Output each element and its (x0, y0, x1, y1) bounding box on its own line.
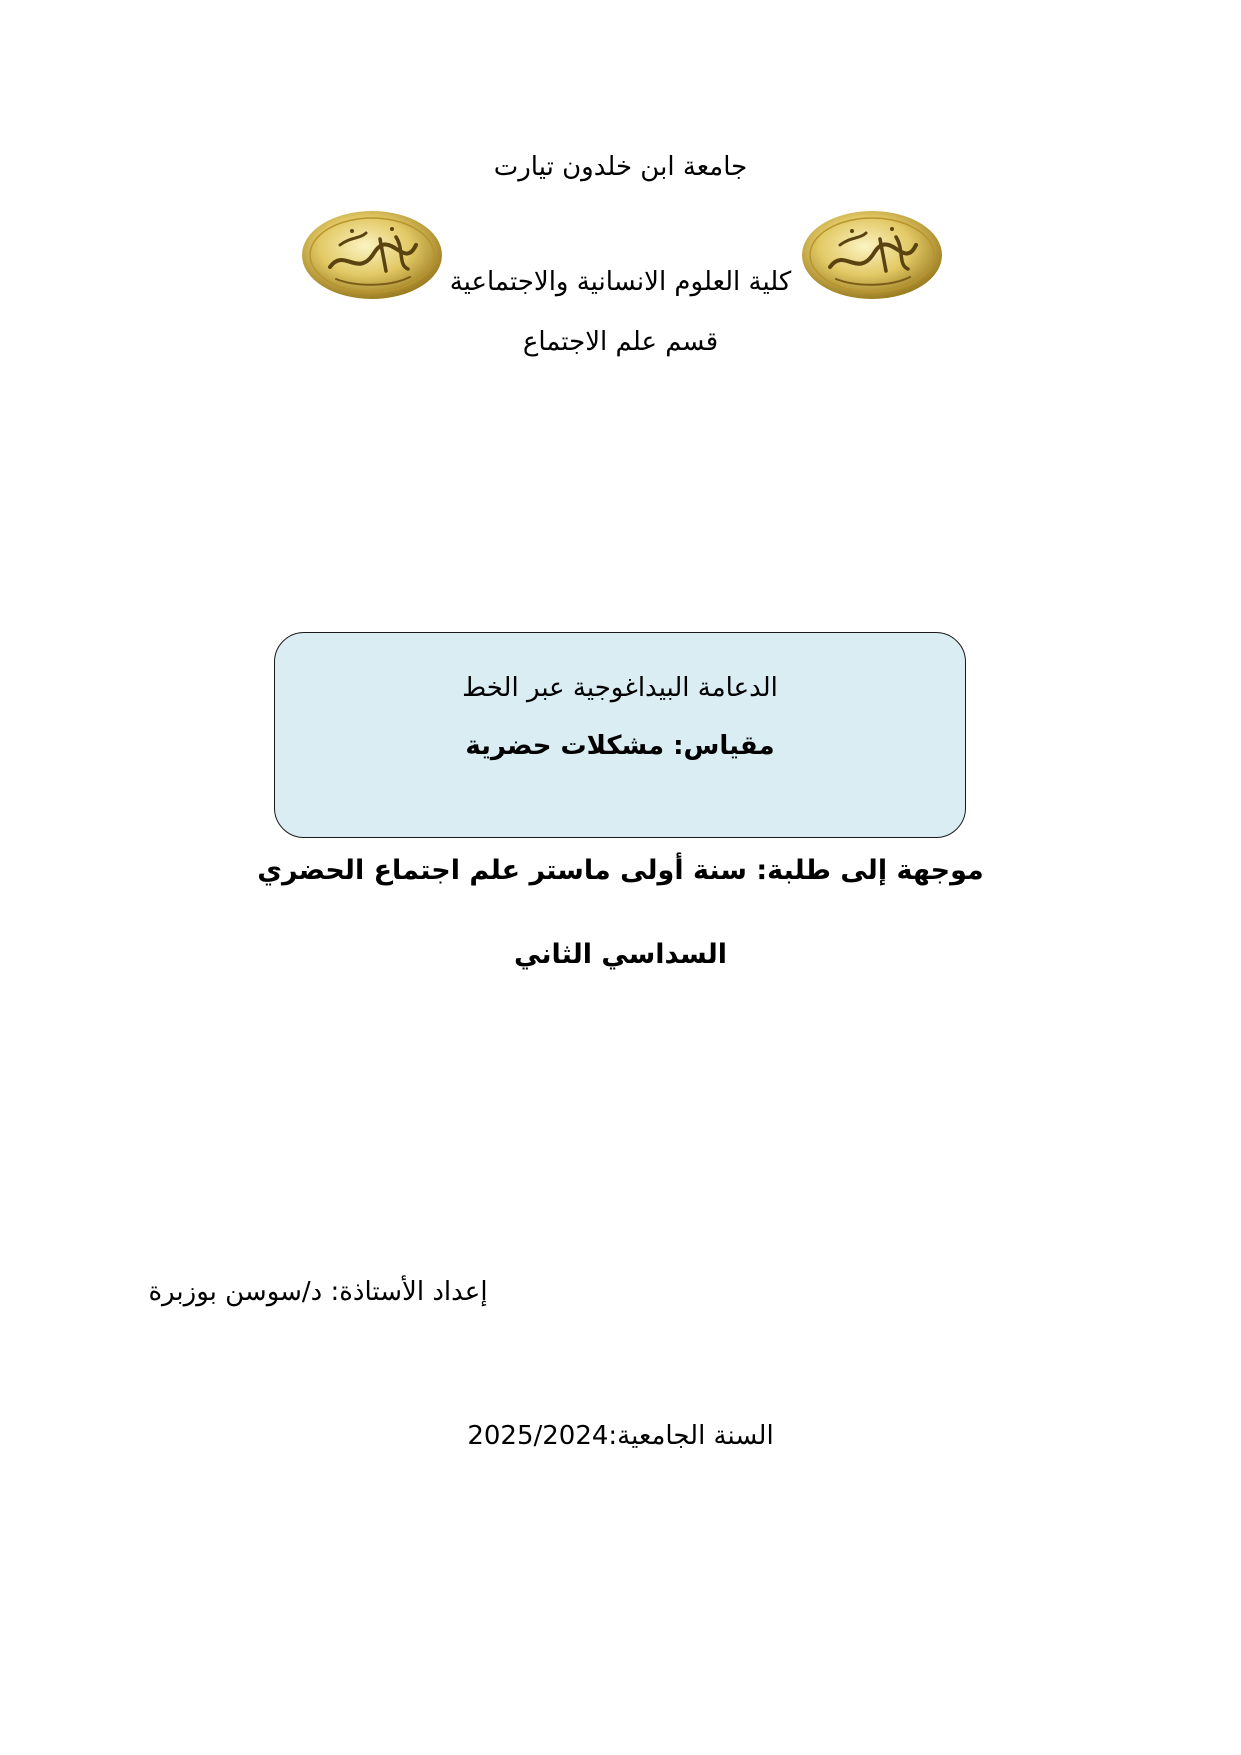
title-box (274, 632, 966, 838)
academic-year: السنة الجامعية:2025/2024 (467, 1421, 774, 1451)
department-name: قسم علم الاجتماع (522, 327, 719, 357)
faculty-name: كلية العلوم الانسانية والاجتماعية (449, 267, 792, 297)
course-name: مقياس: مشكلات حضرية (465, 731, 775, 761)
document-title: الدعامة البيداغوجية عبر الخط (462, 673, 778, 703)
university-name: جامعة ابن خلدون تيارت (493, 152, 748, 182)
author: إعداد الأستاذة: د/سوسن بوزبرة (148, 1277, 488, 1307)
semester: السداسي الثاني (514, 939, 727, 970)
target-audience: موجهة إلى طلبة: سنة أولى ماستر علم اجتماع الحضري (257, 855, 984, 886)
